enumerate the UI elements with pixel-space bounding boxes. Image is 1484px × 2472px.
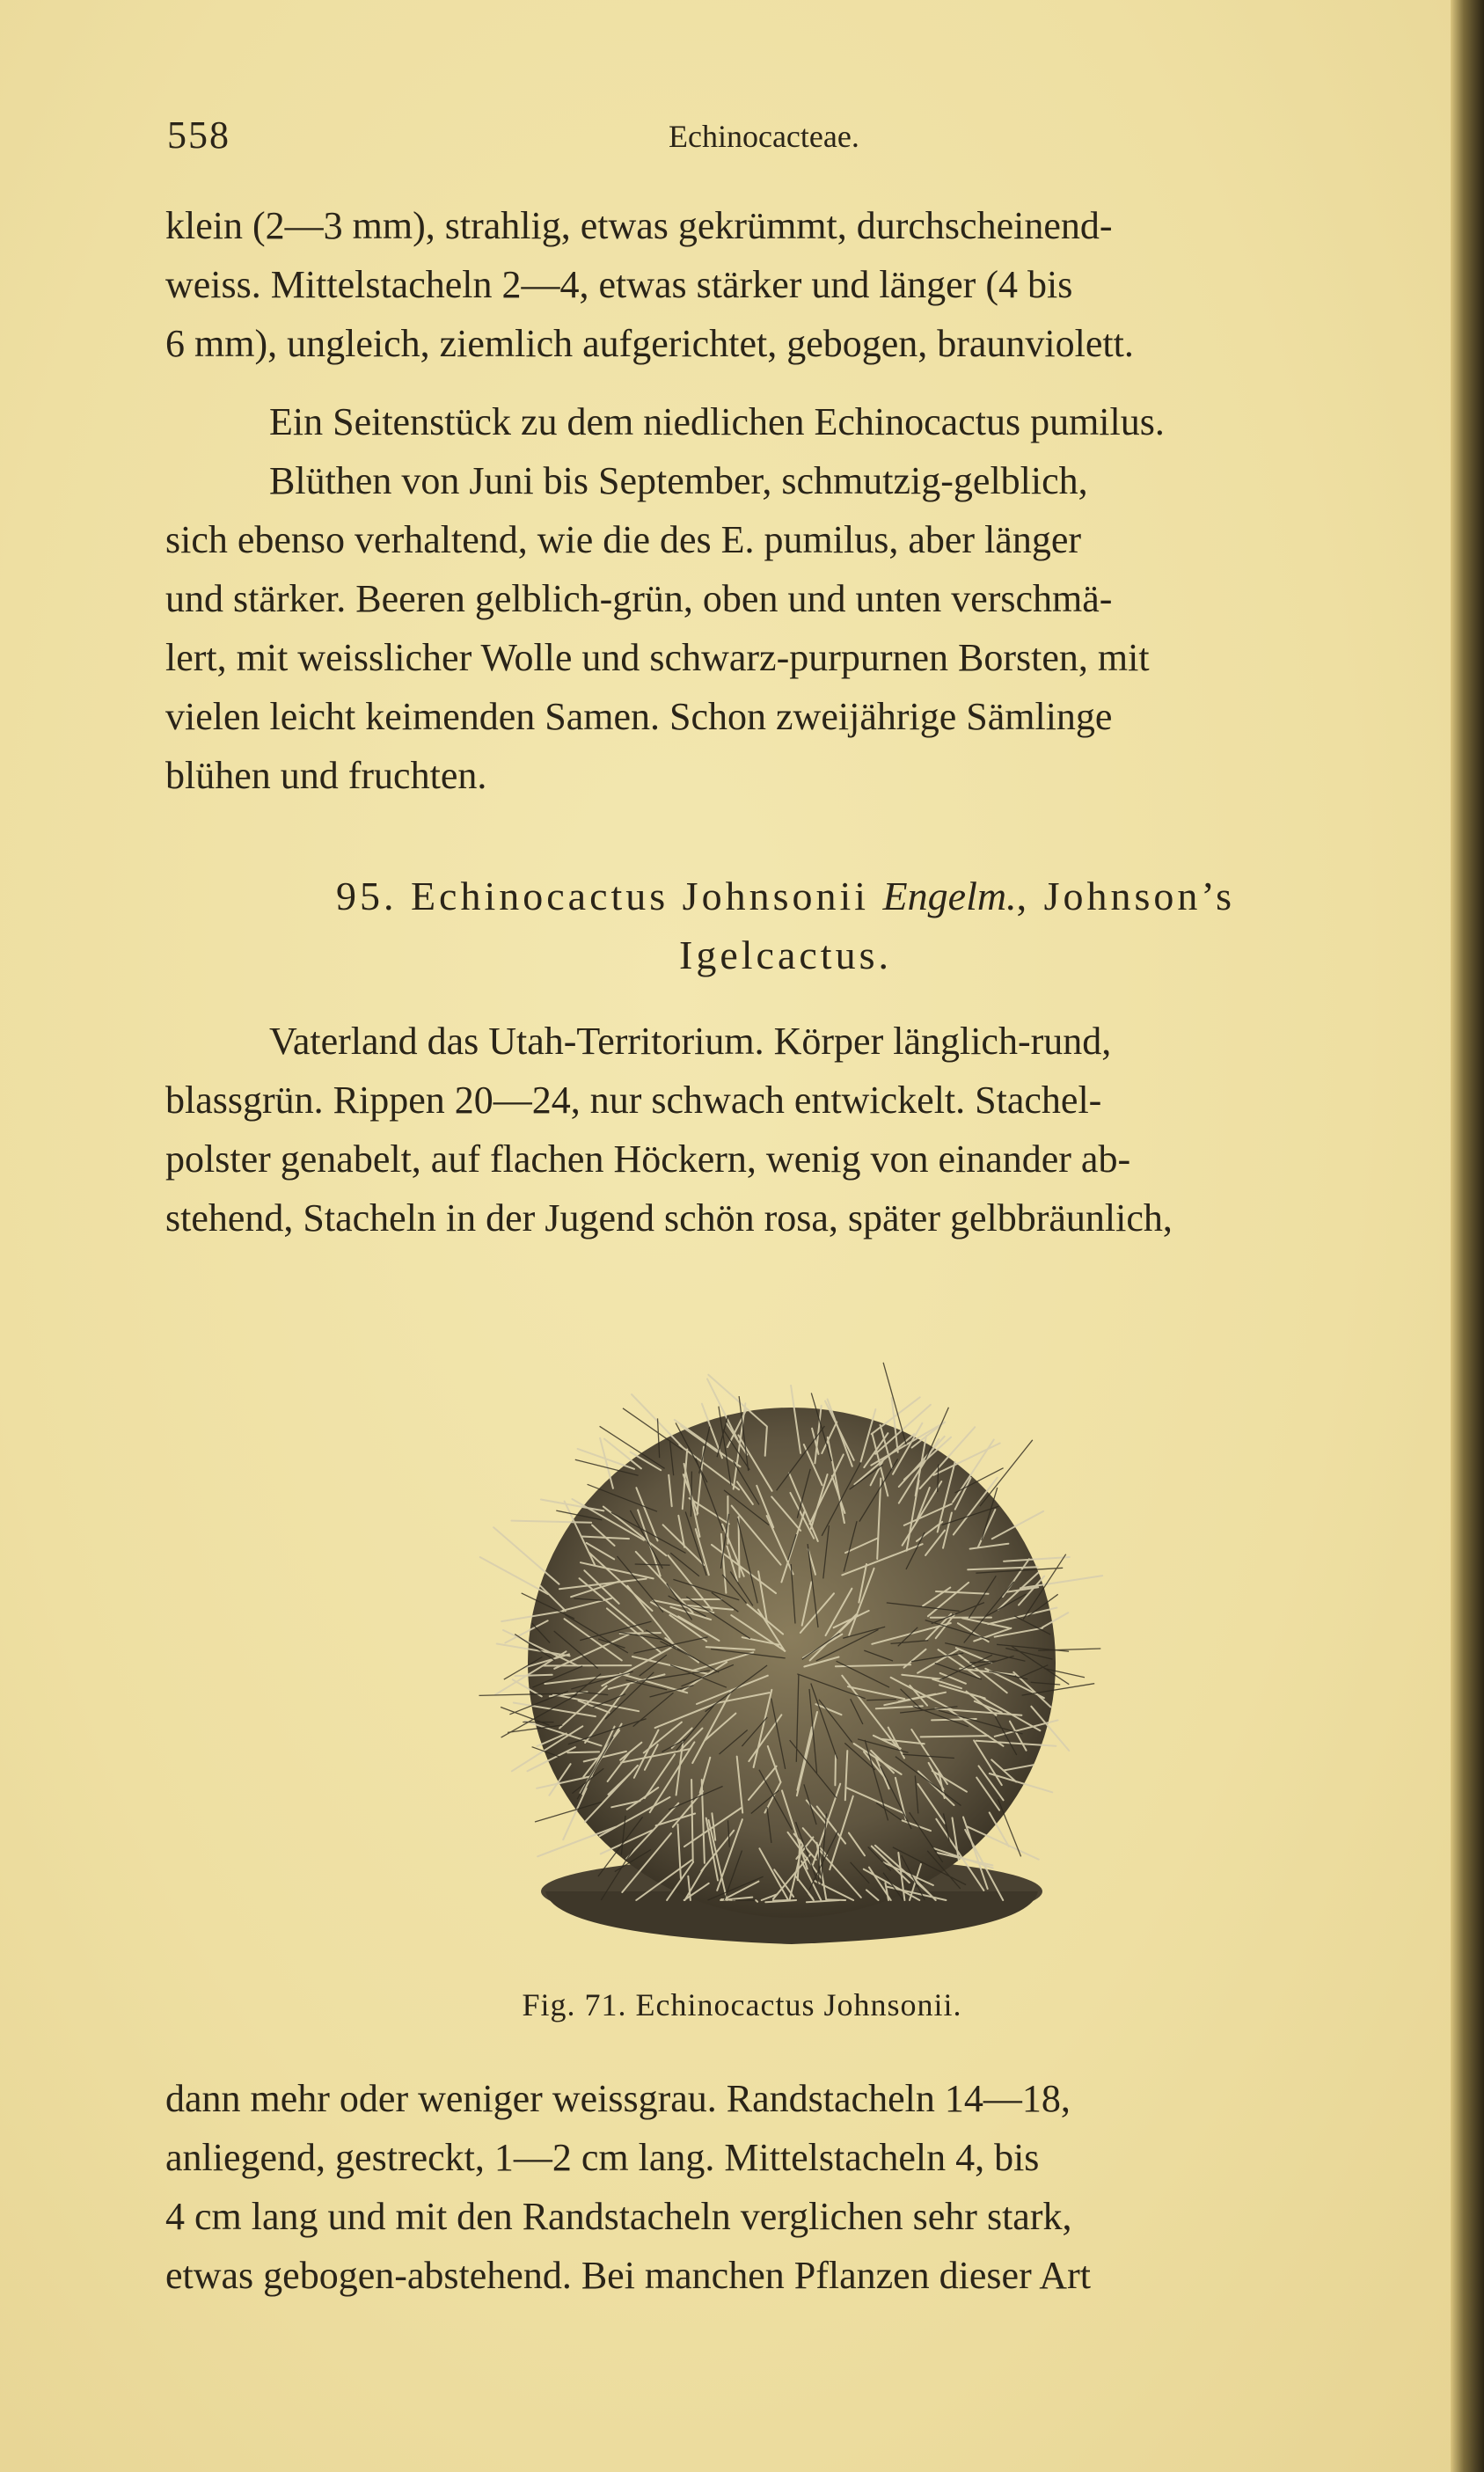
text-line: blassgrün. Rippen 20—24, nur schwach entwickelt. Stachel- bbox=[165, 1079, 1102, 1122]
common-name-part1: Johnson’s bbox=[1043, 874, 1236, 918]
text-line: blühen und fruchten. bbox=[165, 754, 487, 797]
text-line: Ein Seitenstück zu dem niedlichen Echinocactus pumilus. bbox=[269, 400, 1165, 443]
spine bbox=[835, 1755, 836, 1785]
paragraph-spines bbox=[165, 2069, 1406, 2305]
paragraph-description-end bbox=[165, 196, 1406, 373]
text-line: polster genabelt, auf flachen Höckern, wenig von einander ab- bbox=[165, 1137, 1131, 1181]
spine bbox=[921, 1736, 989, 1737]
spine bbox=[600, 1438, 613, 1488]
running-head: Echinocacteae. bbox=[669, 119, 859, 154]
text-line: vielen leicht keimenden Samen. Schon zweijährige Sämlinge bbox=[165, 695, 1113, 738]
species-number: 95. bbox=[335, 874, 398, 918]
text-line: weiss. Mittelstacheln 2—4, etwas stärker und länger (4 bis bbox=[165, 263, 1073, 306]
spine bbox=[493, 1527, 559, 1584]
text-line: anliegend, gestreckt, 1—2 cm lang. Mittelstacheln 4, bis bbox=[165, 2136, 1040, 2179]
paragraph-flowers bbox=[165, 451, 1406, 805]
text-line: klein (2—3 mm), strahlig, etwas gekrümmt, durchscheinend- bbox=[165, 204, 1113, 247]
figure-caption: Fig. 71. Echinocactus Johnsonii. bbox=[522, 1987, 962, 2022]
spine bbox=[623, 1408, 683, 1450]
page-header bbox=[0, 113, 1484, 165]
species-author: Engelm. bbox=[882, 874, 1017, 918]
text-line: und stärker. Beeren gelblich-grün, oben und unten verschmä- bbox=[165, 577, 1113, 620]
species-heading: 95. Echinocactus Johnsonii Engelm., Johnson’s Igelcactus. bbox=[165, 867, 1406, 984]
cactus-illustration bbox=[422, 1284, 1161, 1971]
text-line: sich ebenso verhaltend, wie die des E. pumilus, aber länger bbox=[165, 518, 1082, 561]
text-line: 4 cm lang und mit den Randstacheln verglichen sehr stark, bbox=[165, 2195, 1072, 2238]
spine bbox=[827, 1899, 845, 1900]
text-line: lert, mit weisslicher Wolle und schwarz-purpurnen Borsten, mit bbox=[165, 636, 1150, 679]
common-name-part2: Igelcactus. bbox=[679, 932, 892, 977]
spine bbox=[773, 1900, 787, 1901]
page-edge-shadow bbox=[1451, 0, 1484, 2472]
spine bbox=[480, 1557, 548, 1594]
spine bbox=[515, 1675, 552, 1676]
species-name: Echinocactus Johnsonii bbox=[410, 874, 870, 918]
text-line: 6 mm), ungleich, ziemlich aufgerichtet, gebogen, braunviolett. bbox=[165, 322, 1134, 365]
spine bbox=[756, 1900, 757, 1902]
text-line: Vaterland das Utah-Territorium. Körper länglich-rund, bbox=[269, 1020, 1112, 1063]
text-line: stehend, Stacheln in der Jugend schön rosa, später gelbbräunlich, bbox=[165, 1196, 1173, 1240]
text-line: dann mehr oder weniger weissgrau. Randstacheln 14—18, bbox=[165, 2077, 1071, 2120]
spine bbox=[998, 1799, 1021, 1856]
paragraph-habitat bbox=[165, 1012, 1406, 1247]
text-line: etwas gebogen-abstehend. Bei manchen Pflanzen dieser Art bbox=[165, 2254, 1091, 2297]
paragraph-comparison bbox=[165, 392, 1406, 451]
page-number: 558 bbox=[167, 113, 230, 157]
text-line: Blüthen von Juni bis September, schmutzig-gelblich, bbox=[269, 459, 1088, 502]
spine bbox=[578, 1449, 634, 1469]
